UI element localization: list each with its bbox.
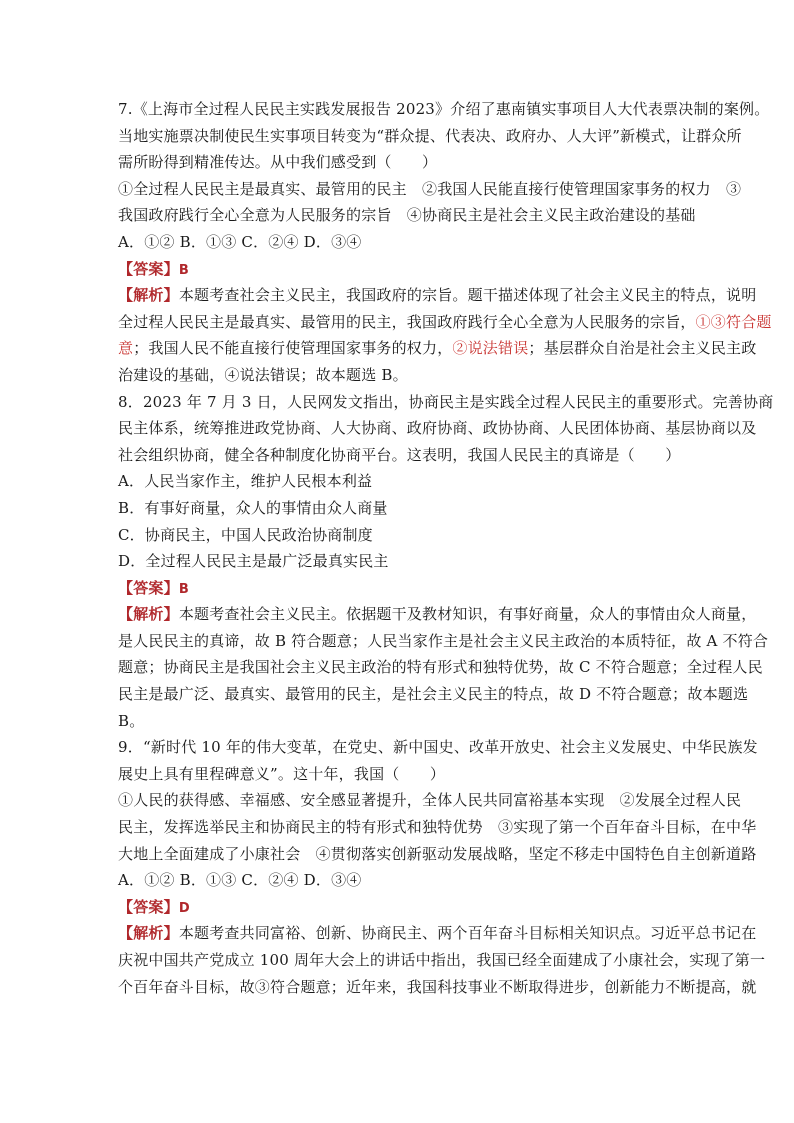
answer-tag: 【答案】 (118, 578, 179, 597)
question-9 (118, 734, 766, 1000)
question-8-answer (118, 575, 706, 602)
answer-tag: 【答案】 (118, 259, 179, 278)
question-7 (118, 96, 772, 389)
question-9-stem-line: 9．“新时代 10 年的伟大变革，在党史、新中国史、改革开放史、社会主义发展史、中华民族发 (118, 738, 758, 757)
analysis-tag: 【解析】 (118, 286, 179, 305)
question-8 (118, 389, 774, 735)
answer-value: B (178, 581, 189, 597)
question-9-analysis-line: 庆祝中国共产党成立 100 周年大会上的讲话中指出，我国已经全面建成了小康社会，实现了第一 (118, 951, 766, 969)
analysis-highlight: ②说法错误 (452, 339, 529, 358)
question-7-options: A．①② B．①③ C．②④ D．③④ (118, 232, 362, 251)
question-8-option-d: D．全过程人民民主是最广泛最真实民主 (118, 552, 389, 571)
question-8-stem-line: 8．2023 年 7 月 3 日，人民网发文指出，协商民主是实践全过程人民民主的重要形式。完善协商 (118, 392, 774, 411)
answer-value: B (178, 262, 189, 278)
question-8-option-c: C．协商民主，中国人民政治协商制度 (118, 525, 373, 544)
analysis-highlight: 意 (118, 339, 134, 358)
analysis-text: ；基层群众自治是社会主义民主政 (528, 339, 757, 358)
question-8-analysis-line: 是人民民主的真谛，故 B 符合题意；人民当家作主是社会主义民主政治的本质特征，故 A 不符合 (118, 631, 769, 650)
question-9-analysis-line (118, 920, 757, 947)
question-9-analysis-line: 个百年奋斗目标，故③符合题意；近年来，我国科技事业不断取得进步，创新能力不断提高，就 (118, 977, 757, 996)
analysis-text: 本题考查社会主义民主，我国政府的宗旨。题干描述体现了社会主义民主的特点，说明 (178, 286, 757, 305)
question-7-analysis-line (118, 282, 757, 309)
question-8-analysis-line (118, 601, 757, 628)
question-7-answer (118, 256, 706, 283)
question-8-option-b: B．有事好商量，众人的事情由众人商量 (118, 498, 388, 517)
question-7-analysis-line (118, 335, 757, 362)
question-8-analysis-line: B。 (118, 711, 145, 730)
analysis-highlight: ①③符合题 (695, 312, 772, 331)
analysis-text: 本题考查社会主义民主。依据题干及教材知识，有事好商量，众人的事情由众人商量， (178, 605, 757, 624)
question-7-analysis-line: 治建设的基础，④说法错误；故本题选 B。 (118, 365, 408, 384)
question-7-stem-line: 7.《上海市全过程人民民主实践发展报告 2023》介绍了惠南镇实事项目人大代表票决制的案例。 (118, 100, 770, 118)
question-7-stem-line: 需所盼得到精准传达。从中我们感受到（ ） (118, 153, 438, 172)
question-8-analysis-line: 题意；协商民主是我国社会主义民主政治的特有形式和独特优势，故 C 不符合题意；全过程人民 (118, 658, 763, 677)
question-9-options: A．①② B．①③ C．②④ D．③④ (118, 871, 362, 890)
question-7-stem-line: 当地实施票决制使民生实事项目转变为“群众提、代表决、政府办、人大评”新模式，让群众所 (118, 126, 742, 145)
question-9-statements-line: 民主，发挥选举民主和协商民主的特有形式和独特优势 ③实现了第一个百年奋斗目标，在中华 (118, 818, 757, 837)
analysis-tag: 【解析】 (118, 605, 179, 624)
question-7-analysis-line (118, 309, 772, 336)
question-8-stem-line: 社会组织协商，健全各种制度化协商平台。这表明，我国人民民主的真谛是（ ） (118, 445, 681, 464)
question-7-statements-line: 我国政府践行全心全意为人民服务的宗旨 ④协商民主是社会主义民主政治建设的基础 (118, 206, 696, 225)
question-9-statements-line: 大地上全面建成了小康社会 ④贯彻落实创新驱动发展战略，坚定不移走中国特色自主创新道路 (118, 844, 757, 863)
analysis-text: ；我国人民不能直接行使管理国家事务的权力， (133, 339, 453, 358)
question-8-stem-line: 民主体系，统筹推进政党协商、人大协商、政府协商、政协协商、人民团体协商、基层协商以及 (118, 419, 757, 438)
question-7-statements-line: ①全过程人民民主是最真实、最管用的民主 ②我国人民能直接行使管理国家事务的权力 ③ (118, 179, 742, 198)
analysis-tag: 【解析】 (118, 924, 179, 943)
question-9-statements-line: ①人民的获得感、幸福感、安全感显著提升，全体人民共同富裕基本实现 ②发展全过程人民 (118, 791, 742, 810)
question-8-analysis-line: 民主是最广泛、最真实、最管用的民主，是社会主义民主的特点，故 D 不符合题意；故本题选 (118, 685, 749, 704)
question-9-answer (118, 894, 706, 921)
answer-tag: 【答案】 (118, 897, 179, 916)
question-8-option-a: A．人民当家作主，维护人民根本利益 (118, 472, 373, 491)
answer-value: D (178, 900, 190, 916)
question-9-stem-line: 展史上具有里程碑意义”。这十年，我国（ ） (118, 764, 446, 783)
analysis-text: 全过程人民民主是最真实、最管用的民主，我国政府践行全心全意为人民服务的宗旨， (118, 312, 696, 331)
analysis-text: 本题考查共同富裕、创新、协商民主、两个百年奋斗目标相关知识点。习近平总书记在 (178, 924, 757, 943)
document-content (118, 96, 774, 1000)
